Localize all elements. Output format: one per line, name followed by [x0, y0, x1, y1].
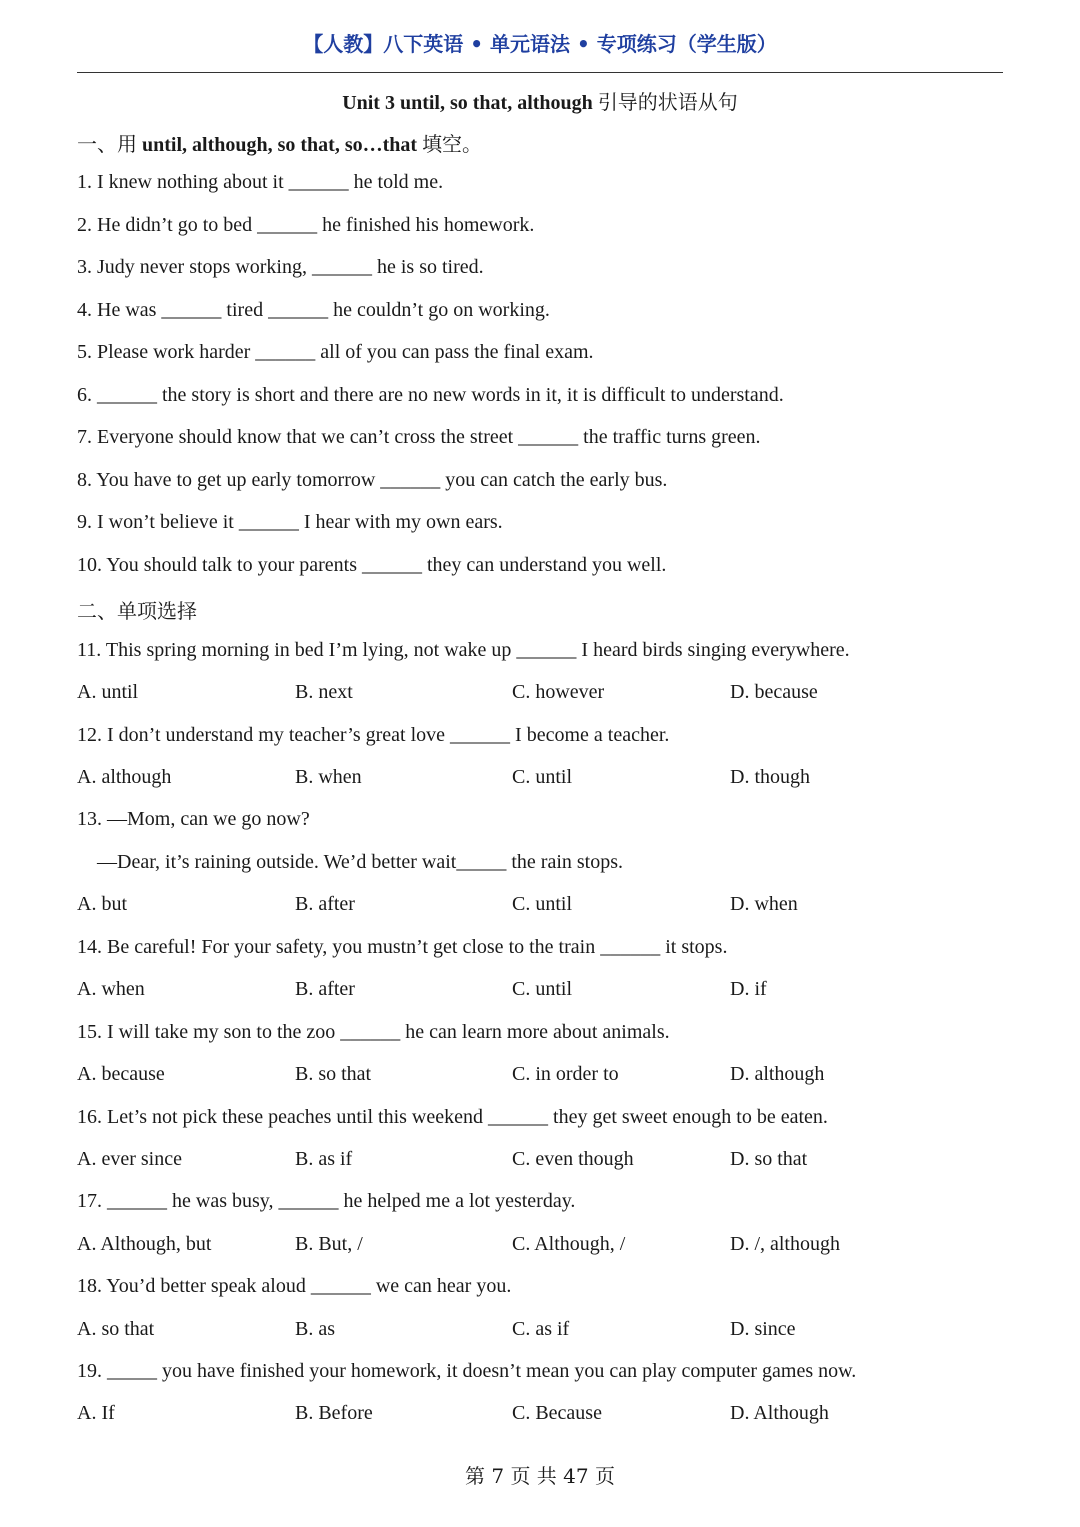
- section-2-heading: [77, 595, 197, 624]
- header-divider: [77, 72, 1003, 73]
- mc-question-18: 18. You’d better speak aloud ______ we can hear you.: [77, 1275, 512, 1297]
- mc-16-option-d: D. so that: [730, 1148, 808, 1170]
- mc-19-option-d: D. Although: [730, 1402, 829, 1424]
- mc-11-option-c: C. however: [512, 681, 605, 703]
- mc-17-option-d: D. /, although: [730, 1233, 840, 1255]
- section-1-words: until, although, so that, so…that: [142, 134, 418, 156]
- mc-12-option-a: A. although: [77, 766, 172, 788]
- mc-18-option-c: C. as if: [512, 1318, 570, 1340]
- mc-18-option-b: B. as: [295, 1318, 335, 1340]
- mc-13-option-b: B. after: [295, 893, 355, 915]
- mc-15-option-b: B. so that: [295, 1063, 372, 1085]
- mc-18-option-a: A. so that: [77, 1318, 155, 1340]
- mc-question-15: 15. I will take my son to the zoo ______ he can learn more about animals.: [77, 1021, 670, 1043]
- mc-question-11: 11. This spring morning in bed I’m lying, not wake up ______ I heard birds singing everywhere.: [77, 639, 850, 661]
- mc-17-option-a: A. Although, but: [77, 1233, 212, 1255]
- unit-title-prefix: Unit 3 until, so that, although: [342, 92, 593, 114]
- unit-title-suffix: 引导的状语从句: [597, 90, 738, 114]
- mc-14-option-d: D. if: [730, 978, 767, 1000]
- mc-16-option-c: C. even though: [512, 1148, 634, 1170]
- mc-19-option-b: B. Before: [295, 1402, 373, 1424]
- mc-question-13: 13. —Mom, can we go now?: [77, 808, 310, 830]
- mc-question-17: 17. ______ he was busy, ______ he helped me a lot yesterday.: [77, 1190, 576, 1212]
- mc-14-option-a: A. when: [77, 978, 145, 1000]
- mc-question-14: 14. Be careful! For your safety, you mustn’t get close to the train ______ it stops.: [77, 936, 728, 958]
- mc-17-option-c: C. Although, /: [512, 1233, 626, 1255]
- mc-11-option-a: A. until: [77, 681, 139, 703]
- mc-12-option-d: D. though: [730, 766, 810, 788]
- mc-13-option-c: C. until: [512, 893, 573, 915]
- mc-15-option-d: D. although: [730, 1063, 825, 1085]
- mc-13-option-d: D. when: [730, 893, 798, 915]
- mc-11-option-d: D. because: [730, 681, 818, 703]
- fill-question-6: 6. ______ the story is short and there are no new words in it, it is difficult to understand.: [77, 384, 784, 406]
- mc-13-option-a: A. but: [77, 893, 127, 915]
- fill-question-10: 10. You should talk to your parents ______ they can understand you well.: [77, 554, 667, 576]
- fill-question-1: 1. I knew nothing about it ______ he told me.: [77, 171, 444, 193]
- mc-14-option-b: B. after: [295, 978, 355, 1000]
- fill-question-4: 4. He was ______ tired ______ he couldn’t go on working.: [77, 299, 550, 321]
- mc-question-19: 19. _____ you have finished your homework, it doesn’t mean you can play computer games now.: [77, 1360, 857, 1382]
- mc-question-13-reply: —Dear, it’s raining outside. We’d better wait_____ the rain stops.: [97, 851, 623, 873]
- page-header: 【人教】八下英语 • 单元语法 • 专项练习（学生版）: [303, 32, 777, 56]
- fill-question-8: 8. You have to get up early tomorrow ______ you can catch the early bus.: [77, 469, 668, 491]
- fill-question-9: 9. I won’t believe it ______ I hear with my own ears.: [77, 511, 503, 533]
- section-1-heading: [77, 128, 482, 157]
- mc-11-option-b: B. next: [295, 681, 353, 703]
- mc-16-option-a: A. ever since: [77, 1148, 182, 1170]
- page-footer: 第 7 页 共 47 页: [465, 1464, 615, 1488]
- mc-12-option-c: C. until: [512, 766, 573, 788]
- mc-15-option-a: A. because: [77, 1063, 165, 1085]
- section-2-title: 二、单项选择: [77, 599, 197, 623]
- mc-17-option-b: B. But, /: [295, 1233, 363, 1255]
- mc-18-option-d: D. since: [730, 1318, 796, 1340]
- mc-15-option-c: C. in order to: [512, 1063, 619, 1085]
- fill-question-7: 7. Everyone should know that we can’t cross the street ______ the traffic turns green.: [77, 426, 761, 448]
- mc-12-option-b: B. when: [295, 766, 362, 788]
- unit-title: [0, 86, 1080, 115]
- mc-question-16: 16. Let’s not pick these peaches until this weekend ______ they get sweet enough to be eaten.: [77, 1106, 828, 1128]
- mc-14-option-c: C. until: [512, 978, 573, 1000]
- section-1-num: 一、用: [77, 132, 137, 156]
- fill-question-2: 2. He didn’t go to bed ______ he finished his homework.: [77, 214, 535, 236]
- fill-question-5: 5. Please work harder ______ all of you can pass the final exam.: [77, 341, 594, 363]
- mc-19-option-c: C. Because: [512, 1402, 602, 1424]
- mc-question-12: 12. I don’t understand my teacher’s great love ______ I become a teacher.: [77, 724, 670, 746]
- mc-16-option-b: B. as if: [295, 1148, 353, 1170]
- fill-question-3: 3. Judy never stops working, ______ he is so tired.: [77, 256, 484, 278]
- section-1-tail: 填空。: [422, 132, 483, 156]
- mc-19-option-a: A. If: [77, 1402, 115, 1424]
